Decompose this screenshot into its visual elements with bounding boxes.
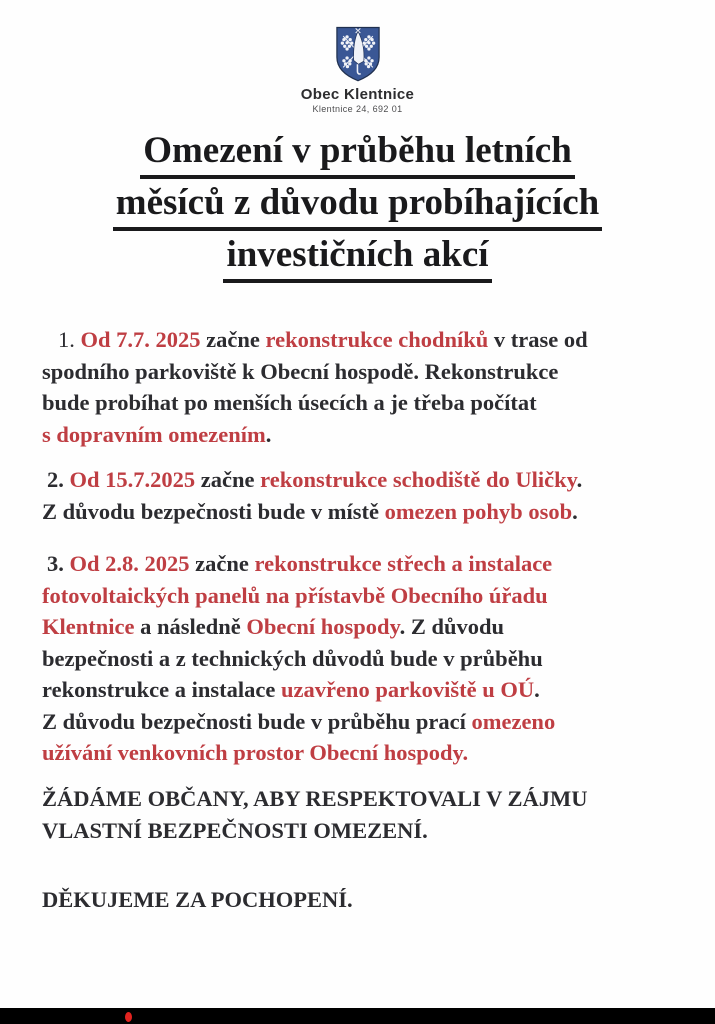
notice-1-line-4 [42,419,672,451]
text-segment: . Z důvodu [399,614,505,639]
text-segment: a následně [140,614,247,639]
notice-1-number: 1. [58,327,81,352]
text-segment: Klentnice [42,614,141,639]
text-segment: uzavřeno parkoviště u OÚ [280,677,535,702]
coat-of-arms-icon [333,26,383,83]
notice-3-line-7 [42,737,672,769]
notice-item-2 [42,464,672,527]
text-segment: užívání venkovních prostor Obecní hospody. [42,740,469,765]
text-segment: bude probíhat po menších úsecích a je třeba počítat [42,390,537,415]
notice-1-line-2 [42,356,672,388]
text-segment: rekonstrukce chodníků [265,327,494,352]
title-line-2: měsíců z důvodu probíhajících [113,179,602,231]
text-segment: . [572,498,578,524]
notice-3-number: 3. [47,551,70,576]
municipality-name: Obec Klentnice [300,86,415,103]
text-segment: v trase od [493,327,588,352]
text-segment: rekonstrukce a instalace [42,677,281,702]
notice-2-line-2 [42,496,672,528]
notice-3-line-5 [42,674,672,706]
municipality-address: Klentnice 24, 692 01 [312,104,403,114]
notice-body [42,324,672,916]
text-segment: fotovoltaických panelů na přístavbě Obecního úřadu [42,582,548,608]
text-segment: začne [206,327,266,352]
text-segment: začne [195,551,255,576]
text-segment: s dopravním omezením [42,421,266,447]
red-mark [125,1012,132,1022]
text-segment: Od 2.8. 2025 [69,551,196,576]
notice-3-line-6 [42,706,672,738]
text-segment: spodního parkoviště k Obecní hospodě. Rekonstrukce [42,358,559,384]
request-line-2: VLASTNÍ BEZPEČNOSTI OMEZENÍ. [42,817,428,843]
text-segment: Obecní hospody [246,614,400,639]
notice-3-line-4 [42,643,672,675]
notice-3-line-2 [42,580,672,612]
text-segment: Z důvodu bezpečnosti bude v průběhu prací [42,708,472,734]
notice-2-line-1 [42,464,672,496]
text-segment: bezpečnosti a z technických důvodů bude v průběhu [42,645,543,671]
thanks-line: DĚKUJEME ZA POCHOPENÍ. [42,886,353,912]
request-line-1: ŽÁDÁME OBČANY, ABY RESPEKTOVALI V ZÁJMU [42,785,588,811]
text-segment: . [265,421,272,447]
text-segment: . [534,677,540,702]
notice-1-line-3 [42,387,672,419]
title-line-3: investičních akcí [223,231,491,283]
notice-item-3 [42,548,672,769]
request-statement [42,783,672,847]
text-segment: Od 7.7. 2025 [80,327,207,352]
text-segment: . [576,467,583,492]
text-segment: začne [200,467,261,492]
text-segment: Z důvodu bezpečnosti bude v místě [42,498,385,524]
notice-2-number: 2. [47,467,70,492]
text-segment: rekonstrukce střech a instalace [254,551,553,576]
notice-3-line-1 [42,548,672,580]
text-segment: omezen pohyb osob [384,498,573,524]
page-title [0,127,715,283]
text-segment: omezeno [471,708,556,734]
notice-1-line-1 [42,324,672,356]
text-segment: rekonstrukce schodiště do Uličky [260,467,577,492]
scan-bottom-bar [0,1008,715,1024]
title-line-1: Omezení v průběhu letních [140,127,575,179]
notice-item-1 [42,324,672,450]
notice-3-line-3 [42,611,672,643]
thanks-statement [42,884,672,916]
document-header [0,0,715,114]
text-segment: Od 15.7.2025 [69,467,201,492]
